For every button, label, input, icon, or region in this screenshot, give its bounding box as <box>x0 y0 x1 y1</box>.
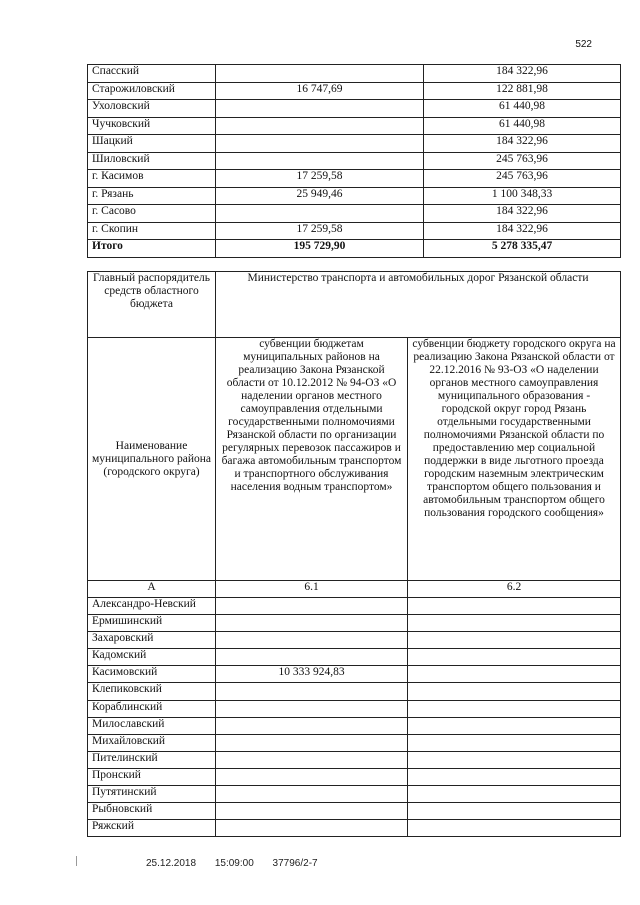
row-value-cell <box>408 751 621 768</box>
table-row <box>88 632 621 649</box>
table-row <box>88 803 621 820</box>
row-value-cell: 1 100 348,33 <box>424 187 621 205</box>
row-name-cell: Шацкий <box>88 135 216 153</box>
row-value-cell <box>216 717 408 734</box>
table-row <box>88 117 621 135</box>
row-value-cell: 61 440,98 <box>424 100 621 118</box>
column-6-2-description: субвенции бюджету городского округа на реализацию Закона Рязанской области от 22.12.2016 № 93-ОЗ «О наделении органов местного самоуправления муниципального образования - городской округ город Рязань отдельными государственными полномочиями Рязанской области по предоставлению мер социальной поддержки в виде льготного проезда городским наземным электрическим транспортом общего пользования и автомобильным транспортом общего пользования городского сообщения» <box>408 338 621 581</box>
row-value-cell <box>216 615 408 632</box>
total-row <box>88 240 621 258</box>
row-value-cell <box>216 700 408 717</box>
column-6-1-description: субвенции бюджетам муниципальных районов на реализацию Закона Рязанской области от 10.12.2012 № 94-ОЗ «О наделении органов местного самоуправления отдельными государственными полномочиями Рязанской области по организации регулярных перевозок пассажиров и багажа автомобильным транспортом и транспортного обслуживания населения водным транспортом» <box>216 338 408 581</box>
row-value-cell <box>408 632 621 649</box>
ministry-header: Министерство транспорта и автомобильных дорог Рязанской области <box>216 272 621 338</box>
row-value-cell <box>408 649 621 666</box>
transport-subventions-table <box>87 271 621 837</box>
row-name-cell: г. Сасово <box>88 205 216 223</box>
row-value-cell: 122 881,98 <box>424 82 621 100</box>
row-value-cell <box>408 786 621 803</box>
row-name-cell: Чучковский <box>88 117 216 135</box>
row-value-cell: 184 322,96 <box>424 222 621 240</box>
row-name-cell: Пителинский <box>88 751 216 768</box>
table-row <box>88 734 621 751</box>
row-value-cell <box>216 683 408 700</box>
row-name-cell: Рыбновский <box>88 803 216 820</box>
row-name-cell: Путятинский <box>88 786 216 803</box>
row-value-cell: 17 259,58 <box>216 222 424 240</box>
row-value-cell <box>216 649 408 666</box>
row-name-cell: Захаровский <box>88 632 216 649</box>
row-value-cell: 61 440,98 <box>424 117 621 135</box>
row-value-cell: 10 333 924,83 <box>216 666 408 683</box>
row-value-cell <box>408 683 621 700</box>
main-manager-header: Главный распорядитель средств областного бюджета <box>88 272 216 338</box>
table-row <box>88 135 621 153</box>
row-value-cell: 245 763,96 <box>424 152 621 170</box>
footer-doc-code: 37796/2-7 <box>272 858 318 869</box>
table-row <box>88 222 621 240</box>
column-code-a: А <box>88 581 216 598</box>
row-value-cell: 245 763,96 <box>424 170 621 188</box>
table-row <box>88 649 621 666</box>
row-name-cell: Кораблинский <box>88 700 216 717</box>
column-code-6-2: 6.2 <box>408 581 621 598</box>
row-value-cell <box>408 700 621 717</box>
row-value-cell: 184 322,96 <box>424 65 621 83</box>
row-value-cell <box>216 152 424 170</box>
table-row <box>88 615 621 632</box>
row-value-cell: 25 949,46 <box>216 187 424 205</box>
page-number: 522 <box>575 39 592 50</box>
row-name-cell: Александро-Невский <box>88 598 216 615</box>
row-value-cell <box>408 598 621 615</box>
row-value-cell: 5 278 335,47 <box>424 240 621 258</box>
table-row <box>88 65 621 83</box>
table-row <box>88 768 621 785</box>
row-name-cell: Клепиковский <box>88 683 216 700</box>
footer-timestamp: 25.12.2018 15:09:00 <box>146 858 254 869</box>
table-row <box>88 751 621 768</box>
row-value-cell <box>216 135 424 153</box>
table-row <box>88 100 621 118</box>
margin-mark <box>76 856 77 866</box>
table-row <box>88 666 621 683</box>
row-value-cell <box>216 205 424 223</box>
row-value-cell: 17 259,58 <box>216 170 424 188</box>
row-value-cell <box>408 666 621 683</box>
table-row <box>88 82 621 100</box>
row-name-cell: Кадомский <box>88 649 216 666</box>
row-value-cell <box>408 820 621 837</box>
table-row <box>88 683 621 700</box>
row-value-cell <box>216 100 424 118</box>
row-value-cell: 184 322,96 <box>424 135 621 153</box>
row-value-cell: 16 747,69 <box>216 82 424 100</box>
row-name-cell: Ряжский <box>88 820 216 837</box>
row-value-cell <box>216 803 408 820</box>
table-row <box>88 820 621 837</box>
row-value-cell <box>408 768 621 785</box>
row-value-cell <box>216 632 408 649</box>
row-value-cell <box>216 768 408 785</box>
subsidy-totals-table <box>87 64 621 258</box>
table-row <box>88 717 621 734</box>
table-row <box>88 786 621 803</box>
table-row <box>88 205 621 223</box>
row-value-cell <box>408 615 621 632</box>
row-value-cell <box>408 734 621 751</box>
row-value-cell <box>408 803 621 820</box>
row-value-cell <box>216 117 424 135</box>
row-name-cell: Пронский <box>88 768 216 785</box>
row-name-cell: Ухоловский <box>88 100 216 118</box>
row-value-cell <box>408 717 621 734</box>
table-row <box>88 152 621 170</box>
row-name-cell: г. Скопин <box>88 222 216 240</box>
table-row <box>88 187 621 205</box>
row-name-cell: Ермишинский <box>88 615 216 632</box>
row-value-cell <box>216 598 408 615</box>
table-row <box>88 598 621 615</box>
row-name-cell: Милославский <box>88 717 216 734</box>
row-name-cell: Шиловский <box>88 152 216 170</box>
column-code-6-1: 6.1 <box>216 581 408 598</box>
row-name-cell: г. Рязань <box>88 187 216 205</box>
table-row <box>88 170 621 188</box>
row-value-cell <box>216 751 408 768</box>
row-value-cell <box>216 734 408 751</box>
row-name-cell: Касимовский <box>88 666 216 683</box>
row-value-cell <box>216 65 424 83</box>
row-name-cell: Итого <box>88 240 216 258</box>
row-name-cell: г. Касимов <box>88 170 216 188</box>
row-name-cell: Старожиловский <box>88 82 216 100</box>
footer-stamp <box>146 858 318 869</box>
row-name-cell: Спасский <box>88 65 216 83</box>
table-row <box>88 700 621 717</box>
municipality-header: Наименование муниципального района (городского округа) <box>88 338 216 581</box>
row-value-cell <box>216 820 408 837</box>
row-value-cell <box>216 786 408 803</box>
row-value-cell: 195 729,90 <box>216 240 424 258</box>
row-name-cell: Михайловский <box>88 734 216 751</box>
row-value-cell: 184 322,96 <box>424 205 621 223</box>
